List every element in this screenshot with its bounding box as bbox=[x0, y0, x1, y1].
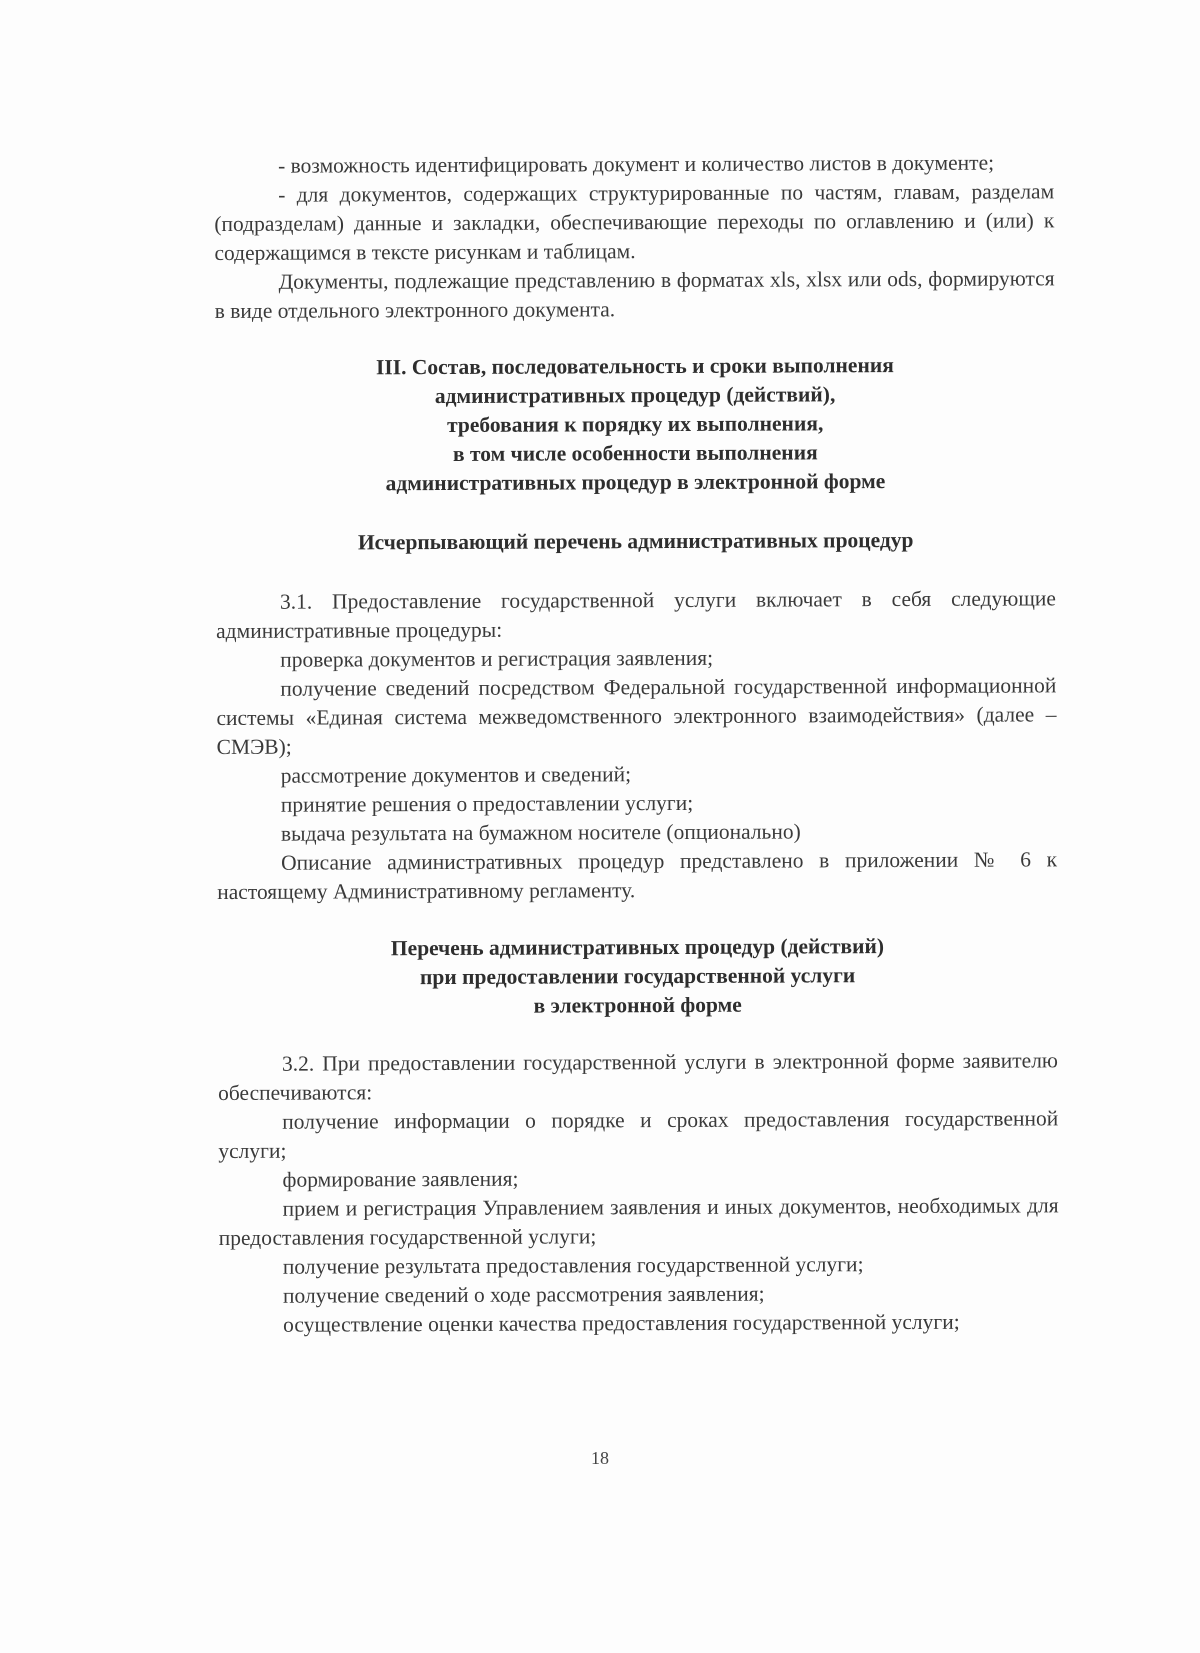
subheading-line: в электронной форме bbox=[533, 992, 742, 1018]
list-item: принятие решения о предоставлении услуги; bbox=[280, 790, 694, 817]
list-item: формирование заявления; bbox=[282, 1166, 519, 1192]
list-item: прием и регистрация Управлением заявления и иных документов, необходимых для предоставления государственной услуги; bbox=[218, 1193, 1059, 1250]
list-item: получение информации о порядке и сроках предоставления государственной услуги; bbox=[218, 1106, 1059, 1163]
paragraph-structured-documents: - для документов, содержащих структурированные по частям, главам, разделам (подразделам) данные и закладки, обеспечивающие переходы по оглавлению и (или) к содержащимся в тексте рисункам и таблицам. bbox=[214, 179, 1055, 265]
list-item: получение результата предоставления государственной услуги; bbox=[282, 1252, 864, 1279]
section-3-heading-line: в том числе особенности выполнения bbox=[452, 440, 818, 466]
section-3-heading-line: административных процедур в электронной форме bbox=[385, 469, 886, 496]
section-3-heading-line: административных процедур (действий), bbox=[434, 382, 836, 409]
list-item: получение сведений посредством Федеральной государственной информационной системы «Единая система межведомственного электронного взаимодействия» (далее – СМЭВ); bbox=[216, 673, 1057, 759]
subheading-procedure-list: Исчерпывающий перечень административных процедур bbox=[357, 527, 914, 555]
list-item: выдача результата на бумажном носителе (опционально) bbox=[280, 819, 801, 846]
page-number: 18 bbox=[591, 1448, 609, 1468]
section-3-heading-line: требования к порядку их выполнения, bbox=[447, 411, 824, 437]
paragraph-identify-document: - возможность идентифицировать документ и количество листов в документе; bbox=[278, 150, 995, 178]
document-body bbox=[214, 148, 1059, 1340]
list-item: получение сведений о ходе рассмотрения заявления; bbox=[282, 1281, 765, 1308]
section-3-heading-line: III. Состав, последовательность и сроки выполнения bbox=[375, 353, 894, 380]
list-item: осуществление оценки качества предоставления государственной услуги; bbox=[283, 1309, 960, 1337]
paragraph-appendix-reference: Описание административных процедур представлено в приложении № 6 к настоящему Административному регламенту. bbox=[217, 847, 1058, 904]
section-3-heading bbox=[215, 350, 1056, 499]
paragraph-3-2: 3.2. При предоставлении государственной услуги в электронной форме заявителю обеспечиваются: bbox=[218, 1048, 1059, 1105]
subheading-line: при предоставлении государственной услуги bbox=[419, 963, 856, 990]
subheading-line: Перечень административных процедур (действий) bbox=[390, 934, 885, 961]
paragraph-3-1: 3.1. Предоставление государственной услуги включает в себя следующие административные процедуры: bbox=[216, 586, 1057, 643]
list-item: проверка документов и регистрация заявления; bbox=[280, 645, 714, 672]
paragraph-spreadsheet-formats: Документы, подлежащие представлению в форматах xls, xlsx или ods, формируются в виде отдельного электронного документа. bbox=[214, 266, 1055, 323]
subheading-electronic-procedures bbox=[217, 931, 1057, 1022]
list-item: рассмотрение документов и сведений; bbox=[280, 762, 632, 788]
